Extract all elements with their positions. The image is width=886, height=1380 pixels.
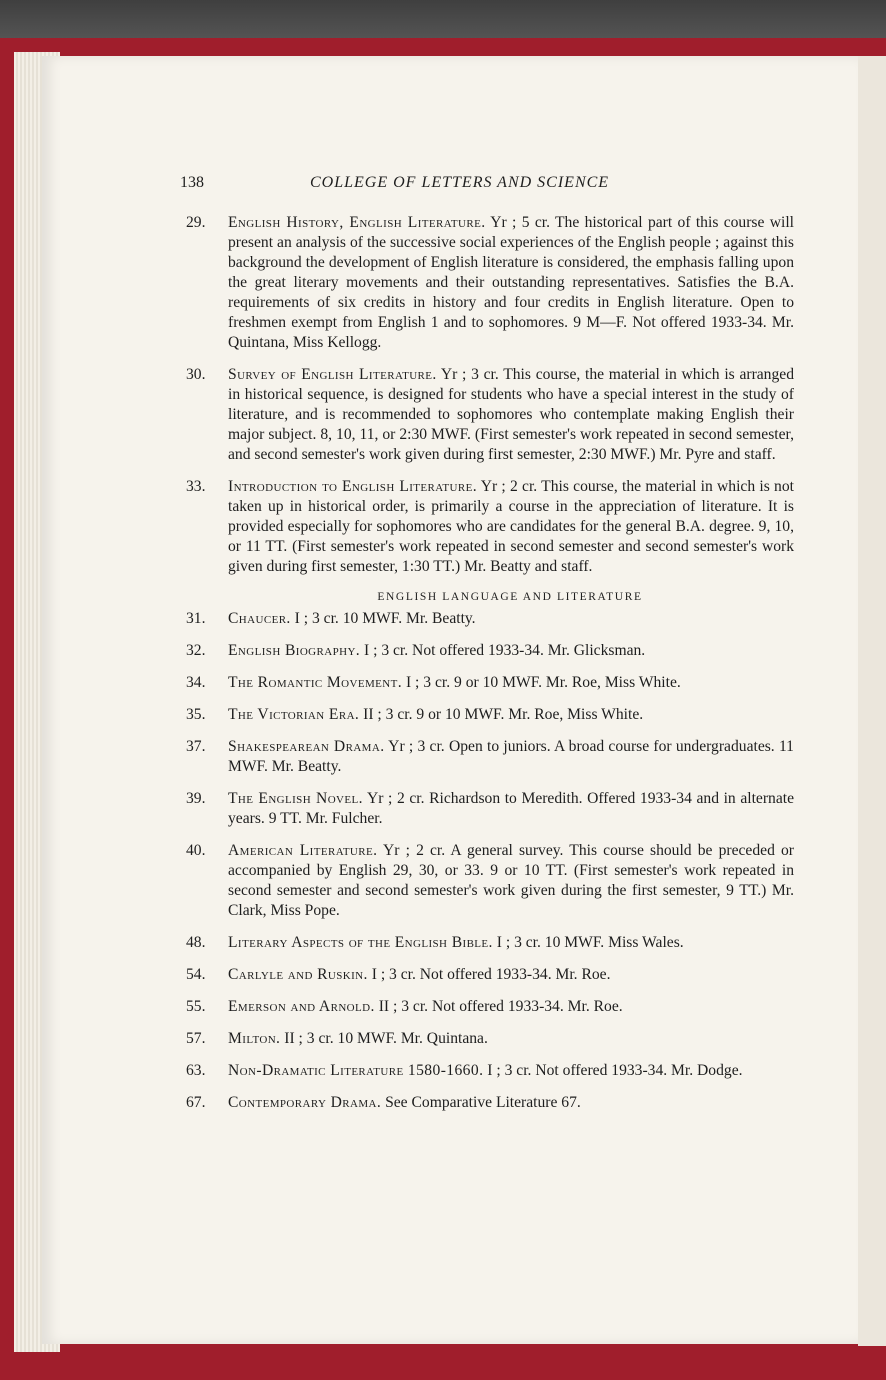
course-entry <box>186 477 794 577</box>
course-description: Yr ; 2 cr. Richardson to Meredith. Offered 1933-34 and in alternate years. 9 TT. Mr. Fulcher. <box>228 790 794 827</box>
course-title: Chaucer. <box>228 610 291 627</box>
section-heading: ENGLISH LANGUAGE AND LITERATURE <box>377 591 643 603</box>
course-description: Yr ; 3 cr. Open to juniors. A broad course for undergraduates. 11 MWF. Mr. Beatty. <box>228 738 794 775</box>
course-entry <box>186 365 794 465</box>
course-description: See Comparative Literature 67. <box>381 1094 581 1111</box>
course-description: Yr ; 2 cr. A general survey. This course should be preceded or accompanied by English 29, 30, or 33. 9 or 10 TT. (First semester's work repeated in second semester and second semester's work given during the first semester, 9 TT.) Mr. Clark, Miss Pope. <box>228 842 794 919</box>
course-description: Yr ; 2 cr. This course, the material in which is not taken up in historical order, is primarily a course in the appreciation of literature. It is provided especially for sophomores who are candidates for the general B.A. degree. 9, 10, or 11 TT. (First semester's work repeated in second semester and second semester's work given during first semester, 1:30 TT.) Mr. Beatty and staff. <box>228 478 794 575</box>
course-title: English Biography. <box>228 642 361 659</box>
course-number: 48. <box>186 934 206 951</box>
course-description: Yr ; 3 cr. This course, the material in which is arranged in historical sequence, is designed for students who have a special interest in the study of literature, and is recommended to sophomores who contemplate making English their major subject. 8, 10, 11, or 2:30 MWF. (First semester's work repeated in second semester, and second semester's work given during first semester, 2:30 MWF.) Mr. Pyre and staff. <box>228 366 794 463</box>
course-title: Contemporary Drama. <box>228 1094 382 1111</box>
course-number: 31. <box>186 610 206 627</box>
course-list <box>186 213 794 1125</box>
course-number: 57. <box>186 1030 206 1047</box>
page-number: 138 <box>180 174 204 191</box>
course-title: The Romantic Movement. <box>228 674 403 691</box>
course-entry <box>186 673 794 693</box>
course-description: I ; 3 cr. 10 MWF. Miss Wales. <box>492 934 684 951</box>
course-description: I ; 3 cr. 9 or 10 MWF. Mr. Roe, Miss White. <box>402 674 681 691</box>
course-description: II ; 3 cr. 10 MWF. Mr. Quintana. <box>280 1030 488 1047</box>
course-title: The English Novel. <box>228 790 363 807</box>
course-description: I ; 3 cr. Not offered 1933-34. Mr. Glicksman. <box>360 642 646 659</box>
course-entry <box>186 213 794 353</box>
course-title: Emerson and Arnold. <box>228 998 375 1015</box>
course-number: 40. <box>186 842 206 859</box>
course-entry <box>186 841 794 921</box>
course-number: 54. <box>186 966 206 983</box>
course-entry <box>186 737 794 777</box>
course-number: 39. <box>186 790 206 807</box>
course-title: Introduction to English Literature. <box>228 478 478 495</box>
course-number: 33. <box>186 478 206 495</box>
course-title: Survey of English Literature. <box>228 366 437 383</box>
course-number: 30. <box>186 366 206 383</box>
course-description: II ; 3 cr. 9 or 10 MWF. Mr. Roe, Miss White. <box>359 706 644 723</box>
course-title: Carlyle and Ruskin. <box>228 966 368 983</box>
course-title: Non-Dramatic Literature 1580-1660. <box>228 1062 484 1079</box>
course-description: I ; 3 cr. 10 MWF. Mr. Beatty. <box>290 610 476 627</box>
course-description: II ; 3 cr. Not offered 1933-34. Mr. Roe. <box>374 998 623 1015</box>
course-number: 29. <box>186 214 206 231</box>
course-entry <box>186 1029 794 1049</box>
course-description: Yr ; 5 cr. The historical part of this course will present an analysis of the successive social experiences of the English people ; against this background the development of English literature is considered, the emphasis falling upon the great literary movements and their outstanding representatives. Satisfies the B.A. requirements of six credits in history and four credits in English literature. Open to freshmen exempt from English 1 and to sophomores. 9 M—F. Not offered 1933-34. Mr. Quintana, Miss Kellogg. <box>228 214 794 351</box>
course-number: 32. <box>186 642 206 659</box>
running-head: COLLEGE OF LETTERS AND SCIENCE <box>310 174 610 191</box>
course-number: 55. <box>186 998 206 1015</box>
course-entry <box>186 641 794 661</box>
course-title: Literary Aspects of the English Bible. <box>228 934 493 951</box>
course-entry <box>186 933 794 953</box>
course-number: 35. <box>186 706 206 723</box>
course-entry <box>186 609 794 629</box>
course-title: Shakespearean Drama. <box>228 738 385 755</box>
course-entry <box>186 705 794 725</box>
course-list-bottom <box>186 609 794 1113</box>
course-entry <box>186 965 794 985</box>
course-entry <box>186 997 794 1017</box>
course-description: I ; 3 cr. Not offered 1933-34. Mr. Roe. <box>367 966 611 983</box>
course-entry <box>186 789 794 829</box>
course-number: 67. <box>186 1094 206 1111</box>
course-entry <box>186 1061 794 1081</box>
course-number: 34. <box>186 674 206 691</box>
course-description: I ; 3 cr. Not offered 1933-34. Mr. Dodge. <box>483 1062 743 1079</box>
course-title: Milton. <box>228 1030 281 1047</box>
course-number: 63. <box>186 1062 206 1079</box>
course-title: American Literature. <box>228 842 378 859</box>
course-number: 37. <box>186 738 206 755</box>
course-title: The Victorian Era. <box>228 706 360 723</box>
course-list-top <box>186 213 794 577</box>
course-title: English History, English Literature. <box>228 214 486 231</box>
course-entry <box>186 1093 794 1113</box>
page-header <box>0 174 886 196</box>
